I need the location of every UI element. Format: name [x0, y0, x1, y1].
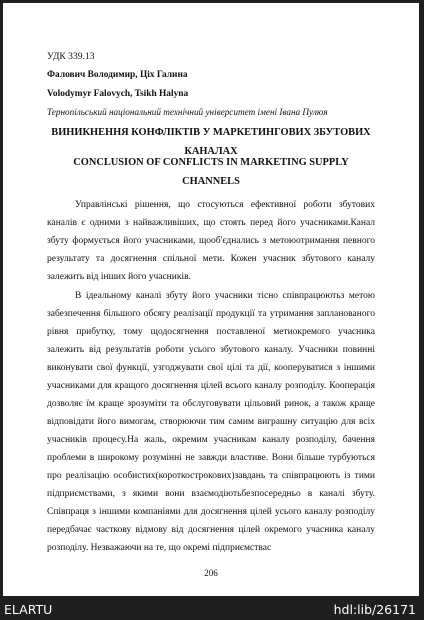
paragraph: В ідеальному каналі збуту його учасники тісно співпрацюютьз метою забезпечення більшого обсягу реалізації продукції та утримання запланованого рівня прибутку, тому щодосягнення поставленої метиокремого учасника залежить від результатів роботи усього збутового каналу. Учасники повинні виконувати свої функції, узгоджувати свої цілі та дії, кооперуватися з іншими учасниками для кращого досягнення цілей всього каналу розподілу. Кооперація дозволяє їм краще зрозуміти та обслуговувати цільовий ринок, а також краще відповідати його вимогам, створюючи тим самим виграшну ситуацію для всіх учасників процесу.На жаль, окремим учасникам каналу розподілу, бачення проблеми в широкому розумінні не завжди властиве. Вони більше турбуються про реалізацію особистих(короткострокових)завдань та співпрацюють із тими підприємствами, з якими вони взаємодіютьбезпосередньо в каналі збуту. Співпраця з іншими компаніями для досягнення цілей усього каналу розподілу передбачає часткову відмову від досягнення цілей окремого учасника каналу розподілу. Незважаючи на те, що окремі підприємствас	[47, 291, 375, 553]
affiliation: Тернопільський національний технічний університет імені Івана Пулюя	[47, 107, 328, 117]
document-page	[3, 3, 419, 596]
viewer-footer	[0, 596, 424, 620]
page-content	[47, 3, 375, 596]
page-number: 206	[204, 568, 218, 578]
article-body	[47, 196, 375, 558]
author-uk: Фалович Володимир, Ціх Галина	[47, 70, 188, 80]
repository-name: ELARTU	[4, 602, 53, 617]
title-en: CONCLUSION OF CONFLICTS IN MARKETING SUPPLY CHANNELS	[73, 157, 349, 187]
title-uk: ВИНИКНЕННЯ КОНФЛІКТІВ У МАРКЕТИНГОВИХ ЗБУТОВИХ КАНАЛАХ	[51, 127, 371, 157]
handle-id: hdl:lib/26171	[333, 602, 416, 617]
udk-code: УДК 339.13	[47, 51, 95, 62]
paragraph: Управлінські рішення, що стосуються ефективної роботи збутових каналів є одними з найважливіших, що стоять перед його учасниками.Канал збуту формується його учасниками, щооб'єднались з метоюотримання певного результату та досягнення спільної мети. Кожен учасник збутового каналу залежить від інших його учасників.	[47, 200, 375, 282]
author-en: Volodymyr Falovych, Tsikh Halyna	[47, 89, 189, 99]
